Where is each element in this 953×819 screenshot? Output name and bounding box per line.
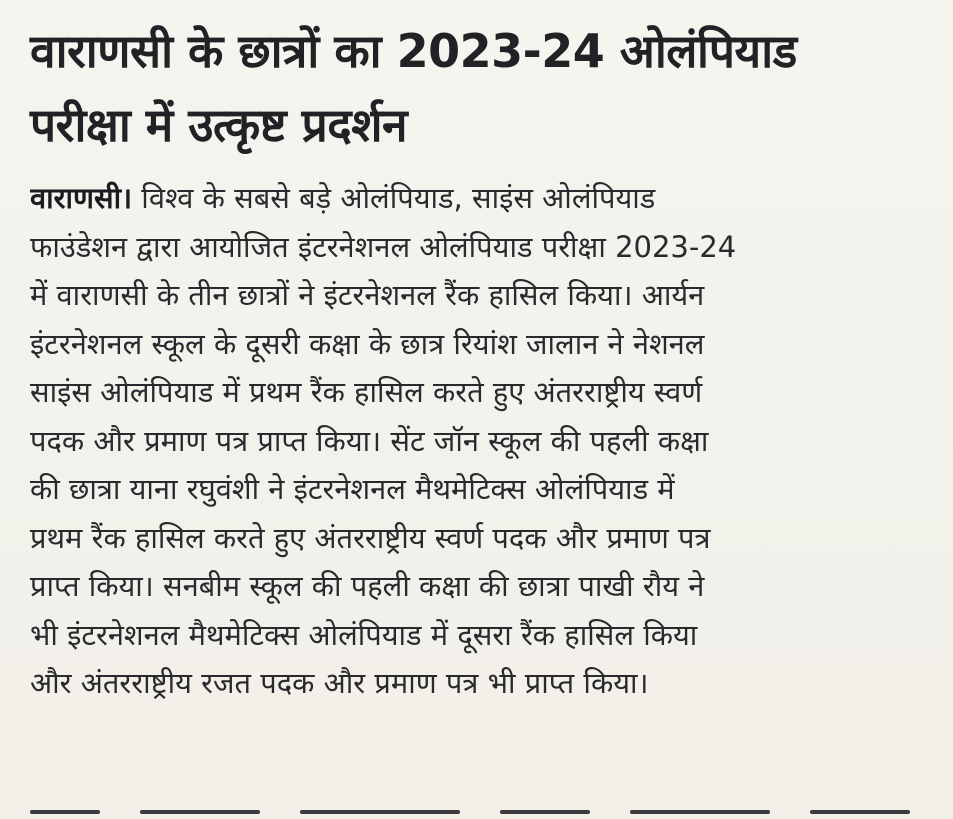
article-line-5: साइंस ओलंपियाड में प्रथम रैंक हासिल करते हुए अंतरराष्ट्रीय स्वर्ण <box>30 375 703 409</box>
headline-line-2: परीक्षा में उत्कृष्ट प्रदर्शन <box>30 98 408 152</box>
article-line-11: और अंतरराष्ट्रीय रजत पदक और प्रमाण पत्र भी प्राप्त किया। <box>30 666 649 700</box>
article-body <box>30 174 925 708</box>
article-line-2: फाउंडेशन द्वारा आयोजित इंटरनेशनल ओलंपियाड परीक्षा 2023-24 <box>30 229 737 264</box>
dateline: वाराणसी। <box>30 181 133 215</box>
article-line-4: इंटरनेशनल स्कूल के दूसरी कक्षा के छात्र रियांश जालान ने नेशनल <box>30 326 705 361</box>
article-line-7: की छात्रा याना रघुवंशी ने इंटरनेशनल मैथमेटिक्स ओलंपियाड में <box>30 472 675 506</box>
article-line-10: भी इंटरनेशनल मैथमेटिक्स ओलंपियाड में दूसरा रैंक हासिल किया <box>30 617 698 652</box>
article-line-3: में वाराणसी के तीन छात्रों ने इंटरनेशनल रैंक हासिल किया। आर्यन <box>30 278 705 312</box>
article-line-6: पदक और प्रमाण पत्र प्राप्त किया। सेंट जॉन स्कूल की पहली कक्षा <box>30 423 709 458</box>
headline <box>30 14 930 162</box>
article-line-8: प्रथम रैंक हासिल करते हुए अंतरराष्ट्रीय स्वर्ण पदक और प्रमाण पत्र <box>30 520 711 555</box>
article-line-9: प्राप्त किया। सनबीम स्कूल की पहली कक्षा की छात्रा पाखी रौय ने <box>30 569 705 603</box>
article-line-1-text: विश्व के सबसे बड़े ओलंपियाड, साइंस ओलंपियाड <box>132 181 656 215</box>
headline-line-1: वाराणसी के छात्रों का 2023-24 ओलंपियाड <box>30 24 797 78</box>
article-line-1 <box>30 174 925 223</box>
cut-off-next-line <box>30 810 910 819</box>
